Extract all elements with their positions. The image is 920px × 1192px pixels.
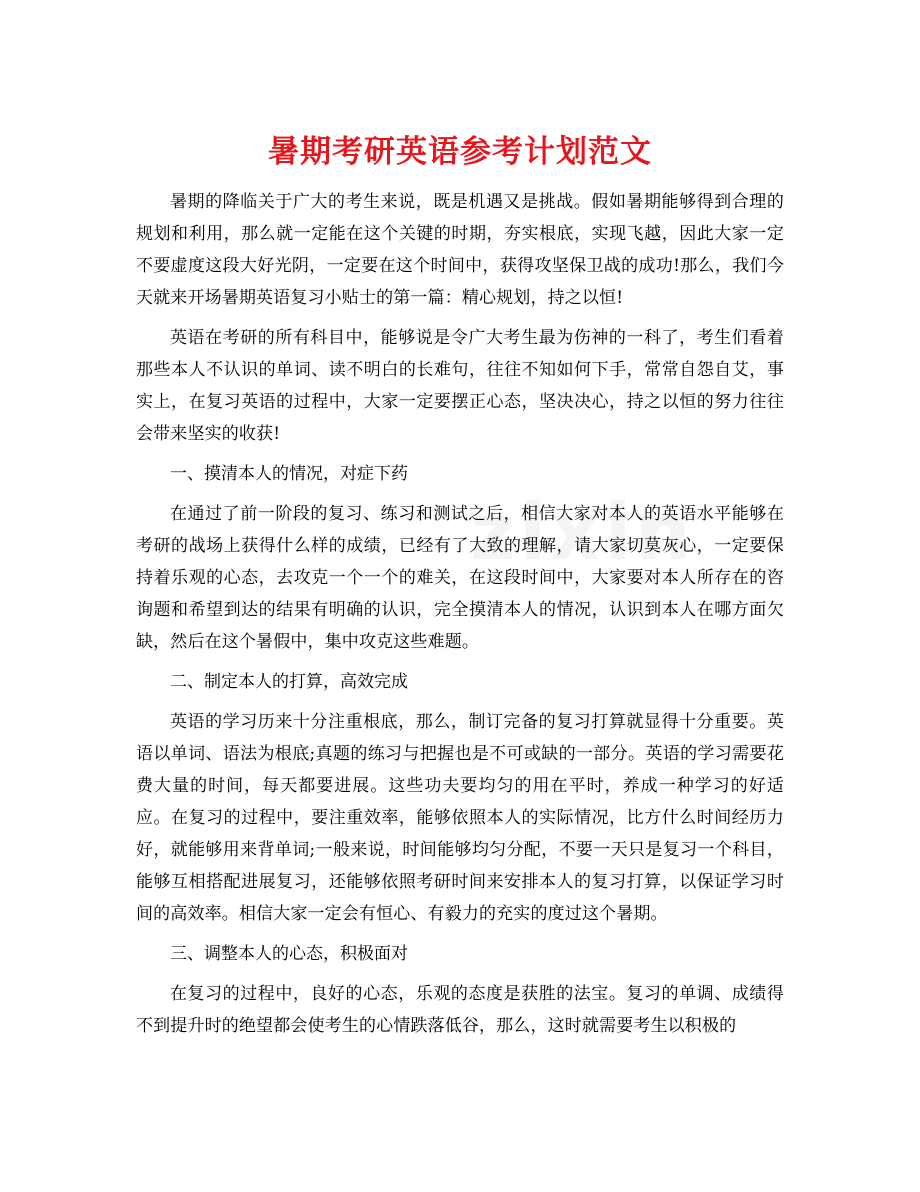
section-heading: 一、摸清本人的情况，对症下药 xyxy=(170,464,408,484)
body-paragraph: 在复习的过程中，良好的心态，乐观的态度是获胜的法宝。复习的单调、成绩得不到提升时的绝望都会使考生的心情跌落低谷，那么，这时就需要考生以积极的 xyxy=(136,984,784,1036)
body-paragraph: 英语在考研的所有科目中，能够说是令广大考生最为伤神的一科了，考生们看着那些本人不认识的单词、读不明白的长难句，往往不知如何下手，常常自怨自艾，事实上，在复习英语的过程中，大家一定要摆正心态，坚决决心，持之以恒的努力往往会带来坚实的收获! xyxy=(136,328,784,444)
body-paragraph: 在通过了前一阶段的复习、练习和测试之后，相信大家对本人的英语水平能够在考研的战场上获得什么样的成绩，已经有了大致的理解，请大家切莫灰心，一定要保持着乐观的心态，去攻克一个一个的难关，在这段时间中，大家要对本人所存在的咨询题和希望到达的结果有明确的认识，完全摸清本人的情况，认识到本人在哪方面欠缺，然后在这个暑假中，集中攻克这些难题。 xyxy=(136,504,784,652)
section-heading: 二、制定本人的打算，高效完成 xyxy=(170,672,408,692)
body-paragraph: 英语的学习历来十分注重根底，那么，制订完备的复习打算就显得十分重要。英语以单词、语法为根底;真题的练习与把握也是不可或缺的一部分。英语的学习需要花费大量的时间，每天都要进展。这些功夫要均匀的用在平时，养成一种学习的好适应。在复习的过程中，要注重效率，能够依照本人的实际情况，比方什么时间经历力好，就能够用来背单词;一般来说，时间能够均匀分配，不要一天只是复习一个科目，能够互相搭配进展复习，还能够依照考研时间来安排本人的复习打算，以保证学习时间的高效率。相信大家一定会有恒心、有毅力的充实的度过这个暑期。 xyxy=(136,712,784,924)
document-title: 暑期考研英语参考计划范文 xyxy=(268,134,652,170)
body-paragraph: 暑期的降临关于广大的考生来说，既是机遇又是挑战。假如暑期能够得到合理的规划和利用，那么就一定能在这个关键的时期，夯实根底，实现飞越，因此大家一定不要虚度这段大好光阴，一定要在这个时间中，获得攻坚保卫战的成功!那么，我们今天就来开场暑期英语复习小贴士的第一篇：精心规划，持之以恒! xyxy=(136,192,784,308)
section-heading: 三、调整本人的心态，积极面对 xyxy=(170,944,408,964)
